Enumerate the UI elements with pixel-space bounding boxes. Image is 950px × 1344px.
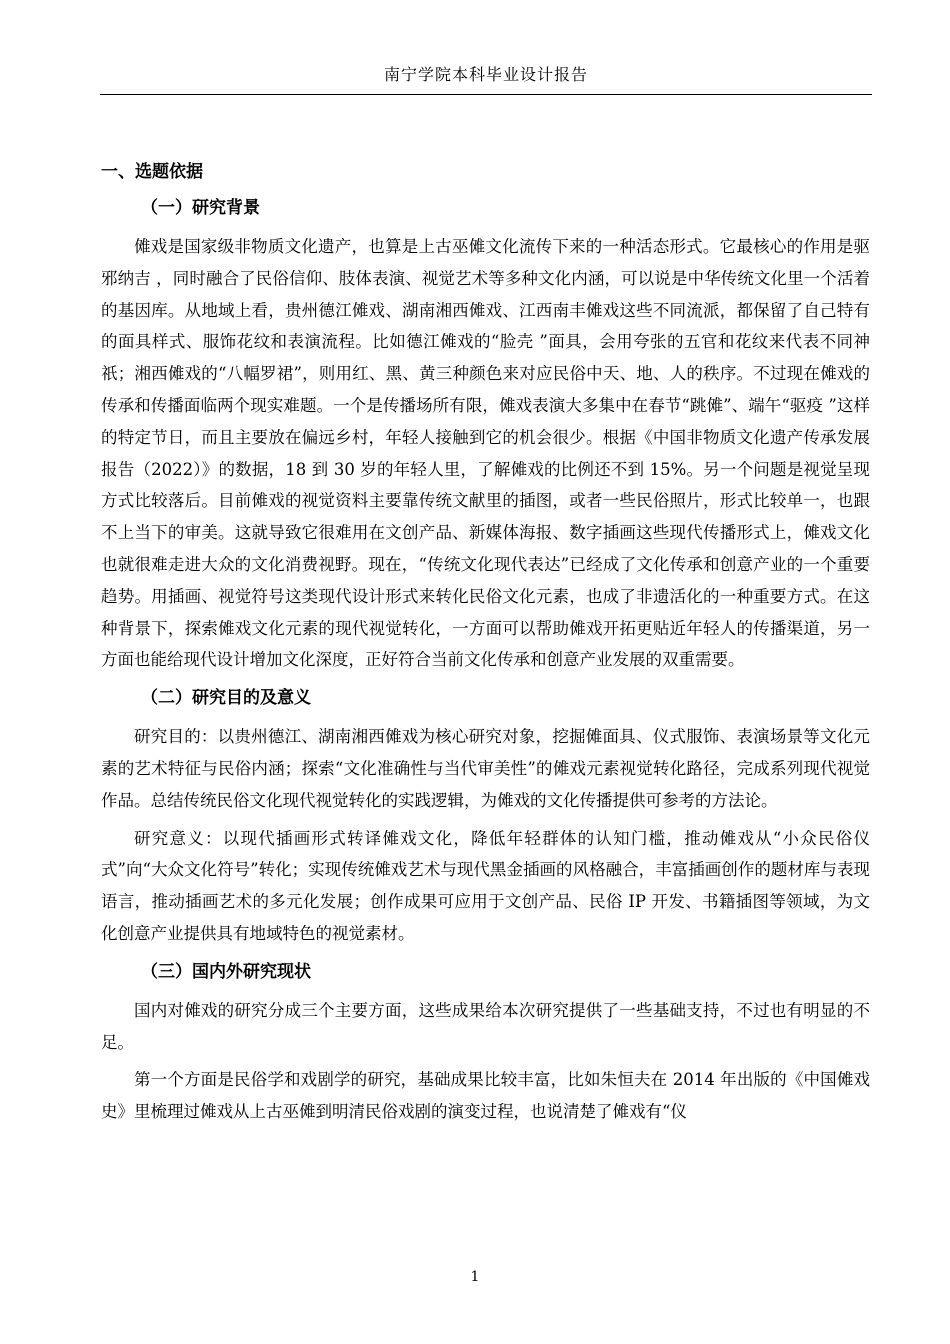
paragraph-background: 傩戏是国家级非物质文化遗产，也算是上古巫傩文化流传下来的一种活态形式。它最核心的作用是驱邪纳吉 ，同时融合了民俗信仰、肢体表演、视觉艺术等多种文化内涵，可以说是中华传统文化里一个活着的基因库。从地域上看，贵州德江傩戏、湖南湘西傩戏、江西南丰傩戏这些不同流派，都保留了自己特有的面具样式、服饰花纹和表演流程。比如德江傩戏的“脸壳 ”面具，会用夸张的五官和花纹来代表不同神祇；湘西傩戏的“八幅罗裙”，则用红、黑、黄三种颜色来对应民俗中天、地、人的秩序。不过现在傩戏的传承和传播面临两个现实难题。一个是传播场所有限，傩戏表演大多集中在春节“跳傩”、端午“驱疫 ”这样的特定节日，而且主要放在偏远乡村，年轻人接触到它的机会很少。根据《中国非物质文化遗产传承发展报告（2022）》的数据，18 到 30 岁的年轻人里，了解傩戏的比例还不到 15%。另一个问题是视觉呈现方式比较落后。目前傩戏的视觉资料主要靠传统文献里的插图，或者一些民俗照片，形式比较单一，也跟不上当下的审美。这就导致它很难用在文创产品、新媒体海报、数字插画这些现代传播形式上，傩戏文化也就很难走进大众的文化消费视野。现在，“传统文化现代表达”已经成了文化传承和创意产业的一个重要趋势。用插画、视觉符号这类现代设计形式来转化民俗文化元素，也成了非遗活化的一种重要方式。在这种背景下，探索傩戏文化元素的现代视觉转化，一方面可以帮助傩戏开拓更贴近年轻人的传播渠道，另一方面也能给现代设计增加文化深度，正好符合当前文化传承和创意产业发展的双重需要。 [101, 237, 870, 670]
page-header: 南宁学院本科毕业设计报告 [383, 65, 588, 84]
paragraph-purpose: 研究目的：以贵州德江、湖南湘西傩戏为核心研究对象，挖掘傩面具、仪式服饰、表演场景等文化元素的艺术特征与民俗内涵；探索“文化准确性与当代审美性”的傩戏元素视觉转化路径，完成系列现代视觉作品。总结传统民俗文化现代视觉转化的实践逻辑，为傩戏的文化传播提供可参考的方法论。 [101, 727, 870, 810]
subsection-heading-purpose: （二）研究目的及意义 [141, 688, 311, 709]
page-number: 1 [470, 1269, 480, 1285]
paragraph-research-status-first: 第一个方面是民俗学和戏剧学的研究，基础成果比较丰富，比如朱恒夫在 2014 年出版的《中国傩戏史》里梳理过傩戏从上古巫傩到明清民俗戏剧的演变过程，也说清楚了傩戏有“仪 [101, 1070, 870, 1122]
paragraph-research-status-intro: 国内对傩戏的研究分成三个主要方面，这些成果给本次研究提供了一些基础支持，不过也有明显的不足。 [101, 1000, 870, 1052]
section-heading: 一、选题依据 [101, 162, 203, 182]
paragraph-significance: 研究意义：以现代插画形式转译傩戏文化，降低年轻群体的认知门槛，推动傩戏从“小众民俗仪式”向“大众文化符号”转化；实现传统傩戏艺术与现代黑金插画的风格融合，丰富插画创作的题材库与表现语言，推动插画艺术的多元化发展；创作成果可应用于文创产品、民俗 IP 开发、书籍插图等领域，为文化创意产业提供具有地域特色的视觉素材。 [101, 828, 870, 943]
subsection-heading-background: （一）研究背景 [141, 198, 260, 218]
header-rule [100, 94, 872, 95]
subsection-heading-research-status: （三）国内外研究现状 [141, 961, 311, 982]
page-content [101, 156, 870, 1134]
